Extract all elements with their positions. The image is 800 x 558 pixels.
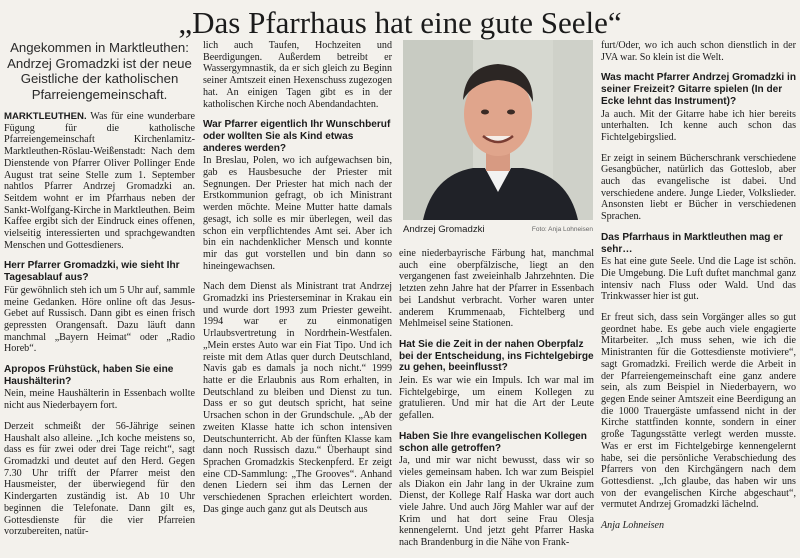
column-4 [601,40,796,532]
answer-pfarrhaus: Es hat eine gute Seele. Und die Lage ist schön. Die Umgebung. Die Luft duftet manchmal ganz intensiv nach Fluss oder Wald. Und das Trinkwasser hier ist gut. [601,256,796,303]
column-3 [399,248,594,558]
paragraph-taufen: lich auch Taufen, Hochzeiten und Beerdigungen. Außerdem betreibt er Wassergymnastik, da er sich gleich zu Beginn seiner Amtszeit einen Hexenschuss zugezogen hat. An einigen Tagen gibt es in der katholischen Kirche noch Abendandachten. [203,40,392,110]
paragraph-jva: furt/Oder, wo ich auch schon dienstlich in der JVA war. So klein ist die Welt. [601,40,796,63]
answer-tagesablauf: Für gewöhnlich steh ich um 5 Uhr auf, sammle meine Gedanken. Höre online oft das Jesus-Gebet auf Russisch. Dann gibt es einen frisch gepressten Orangensaft. Dazu läuft dann manchmal „Bayern Heimat“ oder „Radio Horeb“. [4,284,195,355]
question-freizeit: Was macht Pfarrer Andrzej Gromadzki in seiner Freizeit? Gitarre spielen (In der Ecke lehnt das Instrument)? [601,72,797,107]
paragraph-haushalt: Derzeit schmeißt der 56-Jährige seinen Haushalt also alleine. „Ich koche meistens so, dass es für zwei oder drei Tage reicht“, sagt Gromadzki und deutet auf den Herd. Gegen 7.30 Uhr trifft der Pfarrer meist den Hausmeister, der überwiegend für den Kindergarten zuständig ist. Ab 10 Uhr beginnen die Telefonate. Dann gilt es, Gottesdienste für die vier Pfarreien vorzubereiten, natür- [4,420,195,538]
column-2 [203,40,392,524]
question-tagesablauf: Herr Pfarrer Gromadzki, wie sieht Ihr Tagesablauf aus? [4,260,180,284]
lead-paragraph [4,111,195,251]
portrait-illustration [403,40,593,220]
column-1 [4,40,195,547]
question-haushaelterin: Apropos Frühstück, haben Sie eine Haushälterin? [4,364,174,387]
headline: „Das Pfarrhaus hat eine gute Seele“ [178,5,622,40]
portrait-photo [403,40,593,220]
author-signature: Anja Lohneisen [601,520,665,532]
paragraph-priesterseminar: Nach dem Dienst als Ministrant trat Andrzej Gromadzki ins Priesterseminar in Krakau ein und wurde dort 1993 zum Priester geweiht. 1994 war er zu einmonatigen Urlaubsvertretung in Nordrhein-Westfalen. „Mein erstes Auto war ein Fiat Tipo. Und ich reiste mit dem Atlas quer durch Deutschland, Navis gab es damals ja noch nicht.“ 1999 hatte er die Erlaubnis aus Rom erhalten, in Deutschland zu bleiben und Dienst zu tun. Dass er so gut deutsch spricht, hat seine Ursachen schon in der Grundschule. „Ab der zweiten Klasse hatte ich schon intensiven Deutschunterricht. Ab der fünften Klasse kam dann noch Russisch dazu.“ Überhaupt sind Sprachen Gromadzkis Steckenpferd. Er zeigt eine CD-Sammlung: „The Grooves“. Anhand denen Liedern sei ihm das Lernen der verschiedenen Sprachen erleichtert worden. Das ginge auch ganz gut als Deutsch aus [203,281,392,515]
photo-caption [403,224,593,235]
lead-text: Was für eine wunderbare Fügung für die katholische Pfarreiengemeinschaft Kirchenlamitz-Marktleuthen-Röslau-Weißenstadt: Nach dem Dienstende von Pfarrer Oliver Pollinger Ende August trat seine Stelle zum 1. September nahtlos Pfarrer Andrzej Gromadzki an. Seitdem wohnt er im Pfarrhaus neben der Sankt-Wolfgang-Kirche in Marktleuthen. Beim Kaffee ergibt sich der Eindruck eines offenen, vielseitig interessierten und sprachgewandten Menschen und Gottesdieners. [4,111,195,251]
question-pfarrhaus: Das Pfarrhaus in Marktleuthen mag er sehr… [601,231,783,255]
dateline: MARKTLEUTHEN. [4,111,87,122]
question-wunschberuf: War Pfarrer eigentlich Ihr Wunschberuf oder wollten Sie als Kind etwas anderes werden? [203,119,391,154]
answer-kollegen: Ja, und mir war nicht bewusst, dass wir so vieles gemeinsam haben. Ich war zum Beispiel als Diakon ein Jahr lang in der Ukraine zum Dienst, der Kollege Ralf Haska war dort auch viele Jahre. Und auch Jörg Mahler war auf der Krim und hat dort seine Frau Olesja kennengelernt. Und jetzt geht Pfarrer Haska nach Brandenburg in die Nähe von Frank- [399,455,594,549]
answer-freizeit: Ja auch. Mit der Gitarre habe ich hier bereits unterhalten. Ich kenne auch schon das Fichtelgebirgslied. [601,108,796,143]
paragraph-faerbung: eine niederbayrische Färbung hat, manchmal auch eine oberpfälzische, liegt an den vergangenen fast zweieinhalb Jahrzehnten. Die letzten zehn Jahre hat der Pfarrer in Essenbach bei Landshut verbracht. Vorher waren unter anderem Krummenaab, Fichtelberg und Mehlmeisel seine Stationen. [399,248,594,330]
answer-haushaelterin: Nein, meine Haushälterin in Essenbach wollte nicht aus Niederbayern fort. [4,388,195,412]
question-oberpfalz: Hat Sie die Zeit in der nahen Oberpfalz bei der Entscheidung, ins Fichtelgebirge zu gehen, beeinflusst? [399,338,594,374]
intro-subheadline: Angekommen in Marktleuthen: Andrzej Gromadzki ist der neue Geistliche der katholischen Pfarreiengemeinschaft. [7,40,192,102]
photo-credit: Foto: Anja Lohneisen [531,226,593,233]
paragraph-buecherschrank: Er zeigt in seinem Bücherschrank verschiedene Gesangbücher, natürlich das Gotteslob, aber auch das evangelische ist dabei. Und verschiedene andere. Junge Lieder, Volkslieder. Ansonsten liebt er Bücher in verschiedenen Sprachen. [601,152,796,223]
question-kollegen: Haben Sie Ihre evangelischen Kollegen schon alle getroffen? [399,430,587,454]
answer-wunschberuf: In Breslau, Polen, wo ich aufgewachsen bin, gab es Hausbesuche der Priester mit Segnungen. Der Priester hat mich nach der Erstkommunion gefragt, ob ich Ministrant werden möchte. Meine Mutter hatte damals gesagt, ich solle es mir überlegen, weil das schon ein verpflichtendes Amt sei. Aber ich bin ein nachdenklicher Mensch und konnte mir das gut vorstellen und bin dann so hineingewachsen. [203,155,392,272]
paragraph-vorgaenger: Er freut sich, dass sein Vorgänger alles so gut geordnet habe. Es gebe auch viele engagierte Mitarbeiter. „Ich muss sehen, wie ich die Ministranten für die Gottesdienste motiviere“, sagt Gromadzki. Freilich werde die Arbeit in der Pfarreiengemeinschaft eine ganz andere sein, als zum Beispiel in Niederbayern, wo gegen Ende seiner Amtszeit eine Beerdigung an die 1000 Trauergäste umfassend nicht in der Kirche stattfinden konnte, sondern in einer große Tagungsstätte verlegt werden musste. Was er erst im Fichtelgebirge kennengelernt habe, sei die persönliche Verabschiedung des Pfarrers von den Kirchgängern nach dem Gottesdienst. „Ich glaube, das haben wir uns von der evangelischen Kirche abgeschaut“, vermutet Andrzej Gromadzki lächelnd. [601,312,796,511]
caption-text: Andrzej Gromadzki [403,224,485,235]
answer-oberpfalz: Jein. Es war wie ein Impuls. Ich war mal im Fichtelgebirge, um einem Kollegen zu gratulieren. Und mir hat die Art der Leute gefallen. [399,375,594,422]
